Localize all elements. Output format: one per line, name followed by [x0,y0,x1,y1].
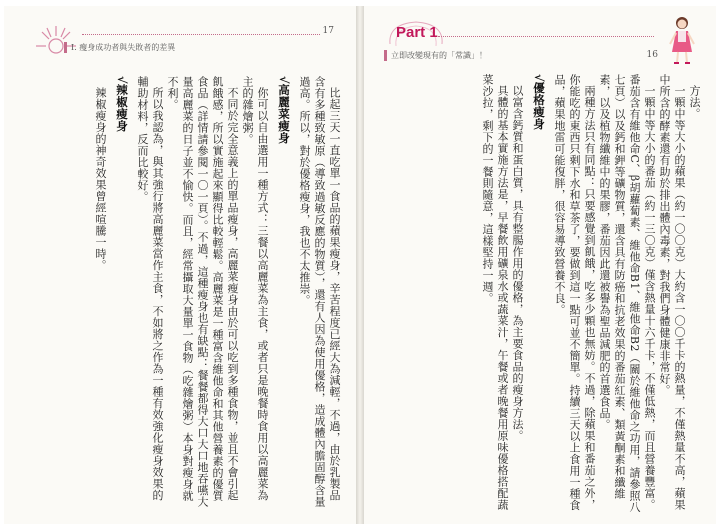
body-paragraph: 方法。 [688,85,701,120]
sun-ornament-icon [34,20,80,60]
part-label: Part 1 [396,24,438,41]
body-paragraph: 具體的基本實施方法是，早餐飲用礦泉水或蔬菜汁，午餐或者晚餐用原味優格搭配蔬菜沙拉，剩下的一餐則隨意，這樣堅持一週。 [481,74,509,511]
book-gutter [356,6,364,524]
header-dotted-rule [438,36,654,37]
section-heading: √高麗菜瘦身 [277,76,291,145]
girl-illustration-icon [662,14,702,66]
body-paragraph: 辣椒瘦身的神奇效果曾經喧騰一時。 [94,87,107,271]
right-page-body [384,74,702,514]
body-paragraph: 比起三天一直吃單一食品的蘋果瘦身，辛苦程度已經大為減輕，不過，由於乳製品含有多種致敏原（導致過敏反應的物質），還有人因為使用優格，造成體內膽固醇含量過高。所以，對於優格瘦身，我也不太推崇。 [298,76,341,508]
right-page [364,6,716,524]
left-page-body [24,76,342,512]
chapter-subtitle: I. 瘦身成功者與失敗者的差異 [64,42,175,53]
body-paragraph: 你可以自由選用一種方式：三餐以高麗菜為主食，或者只是晚餐時食用以高麗菜為主的雜燴粥。 [241,76,269,501]
body-paragraph: 一顆中等大小的蘋果（約一〇〇克）大約含一〇〇千卡的熱量，不僅熱量不高，蘋果中所含的酵素還有助於排出體內毒素，對我們身體健康非常好。 [658,74,686,511]
right-page-header [378,14,708,64]
body-paragraph: 兩種方法只有同點：只要感覺到飢餓，吃多少顆也無妨。不過，除蘋果和番茄之外，你能吃的東西只剩下水和草茶了，要做到這一點可並不簡單。持續三天以上食用一種食品，蘋果地雷可能復胖，很容易導致營養不良。 [553,74,596,511]
body-paragraph: 一顆中等大小的番茄（約一三〇克）僅含熱量十六千卡，不僅低熱，而且營養豐富。番茄含有維他命C、β胡蘿蔔素、維他命B1、維他命B2（關於維他命之功用，請參照八七頁）以及鈣和鉀等礦物質，還含具有防癌和抗老效果的番茄紅素、類黃酮素和纖維素，以及植物纖維中的果膠，番茄因此還被譽為聖品減肥的首選食品。 [598,74,656,513]
left-page [4,6,356,524]
left-page-header [34,20,334,54]
section-heading: √辣椒瘦身 [115,76,129,133]
body-paragraph: 不同於完全意義上的單品瘦身，高麗菜瘦身由於可以吃到多種食物，並且不會引起飢餓感，所以實施起來顯得比較輕鬆。高麗菜是一種富含維他命和其他營養素的優質食品（詳情請參閱一〇一頁）。不過，這種瘦身也有缺點：餐餐都得大口大口地吞嚥大量高麗菜的日子並不愉快。而且，經常攝取大量單一食物（吃雜燴粥）本身對瘦身就不利。 [166,76,239,508]
page-number: 17 [322,26,334,36]
body-paragraph: 以富含鈣質和蛋白質，具有整腸作用的優格，為主要食品的瘦身方法。 [511,85,524,442]
header-dotted-rule [82,34,320,35]
page-number: 16 [646,50,658,60]
body-paragraph: 所以我認為，與其強行將高麗菜當作主食，不如將之作為一種有效強化瘦身效果的輔助材料，反而比較好。 [136,76,164,501]
chapter-subtitle: 立即改變現有的「常識」！ [384,50,487,61]
section-heading: √優格瘦身 [532,74,546,131]
